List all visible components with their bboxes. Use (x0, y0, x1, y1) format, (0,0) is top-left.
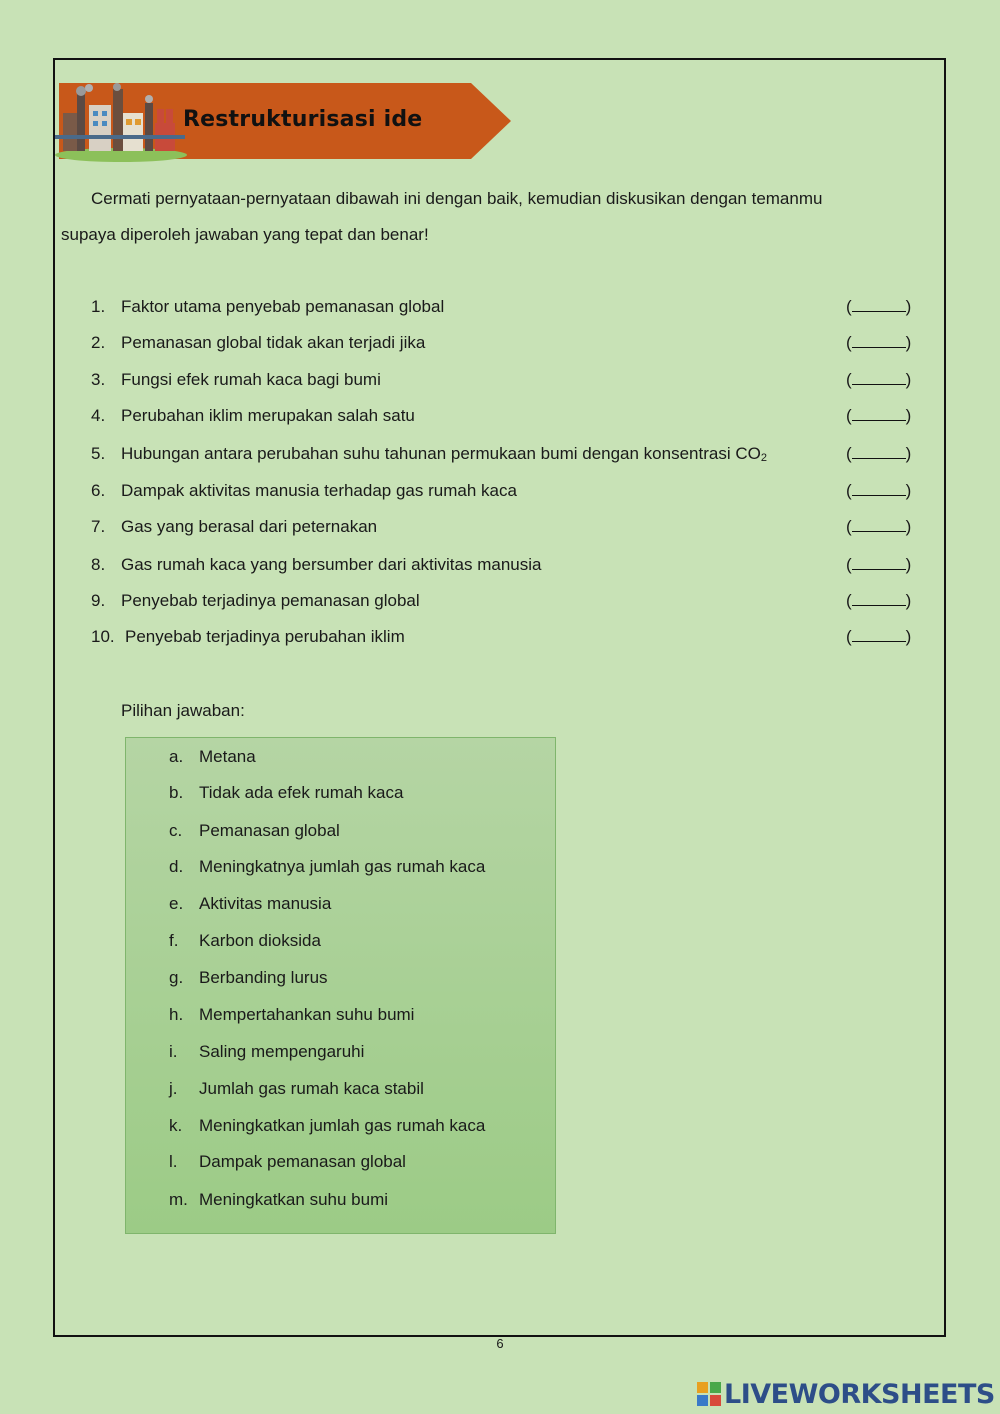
factory-city-icon (53, 83, 193, 163)
choice-item: i. Saling mempengaruhi (169, 1042, 365, 1061)
instructions-line-2: supaya diperoleh jawaban yang tepat dan benar! (61, 225, 429, 244)
choice-item: b. Tidak ada efek rumah kaca (169, 783, 404, 802)
question-item: 10. Penyebab terjadinya perubahan iklim (91, 627, 405, 646)
answer-blank[interactable]: ( ) (846, 333, 912, 352)
choice-item: h. Mempertahankan suhu bumi (169, 1005, 415, 1024)
question-item: 3. Fungsi efek rumah kaca bagi bumi (91, 370, 381, 389)
choice-item: e. Aktivitas manusia (169, 894, 332, 913)
liveworksheets-logo-icon (697, 1382, 721, 1406)
instructions-line-1: Cermati pernyataan-pernyataan dibawah ini dengan baik, kemudian diskusikan dengan temanmu (91, 189, 823, 208)
choice-item: d. Meningkatnya jumlah gas rumah kaca (169, 857, 486, 876)
choice-item: g. Berbanding lurus (169, 968, 328, 987)
answer-blank[interactable]: ( ) (846, 444, 912, 463)
question-item: 7. Gas yang berasal dari peternakan (91, 517, 378, 536)
choice-item: c. Pemanasan global (169, 821, 340, 840)
choice-item: l. Dampak pemanasan global (169, 1152, 406, 1171)
question-item: 5. Hubungan antara perubahan suhu tahunan permukaan bumi dengan konsentrasi $CO_2$ (91, 444, 767, 464)
answer-blank[interactable]: ( ) (846, 627, 912, 646)
liveworksheets-brand[interactable] (697, 1378, 997, 1412)
page-number: 6 (496, 1336, 504, 1351)
answer-blank[interactable]: ( ) (846, 481, 912, 500)
section-title: Restrukturisasi ide (183, 107, 423, 132)
question-item: 8. Gas rumah kaca yang bersumber dari aktivitas manusia (91, 555, 542, 574)
question-item: 4. Perubahan iklim merupakan salah satu (91, 406, 415, 425)
answer-blank[interactable]: ( ) (846, 591, 912, 610)
answer-blank[interactable]: ( ) (846, 517, 912, 536)
brand-name: LIVEWORKSHEETS (724, 1379, 995, 1410)
question-item: 2. Pemanasan global tidak akan terjadi jika (91, 333, 426, 352)
question-item: 1. Faktor utama penyebab pemanasan global (91, 297, 445, 316)
choice-item: j. Jumlah gas rumah kaca stabil (169, 1079, 424, 1098)
question-item: 6. Dampak aktivitas manusia terhadap gas rumah kaca (91, 481, 517, 500)
choice-item: m. Meningkatkan suhu bumi (169, 1190, 389, 1209)
choice-item: f. Karbon dioksida (169, 931, 321, 950)
answer-blank[interactable]: ( ) (846, 297, 912, 316)
choice-item: a. Metana (169, 747, 256, 766)
question-item: 9. Penyebab terjadinya pemanasan global (91, 591, 420, 610)
answer-blank[interactable]: ( ) (846, 370, 912, 389)
choices-label: Pilihan jawaban: (121, 701, 245, 720)
answer-blank[interactable]: ( ) (846, 555, 912, 574)
choice-item: k. Meningkatkan jumlah gas rumah kaca (169, 1116, 486, 1135)
instructions (61, 181, 901, 253)
answer-blank[interactable]: ( ) (846, 406, 912, 425)
